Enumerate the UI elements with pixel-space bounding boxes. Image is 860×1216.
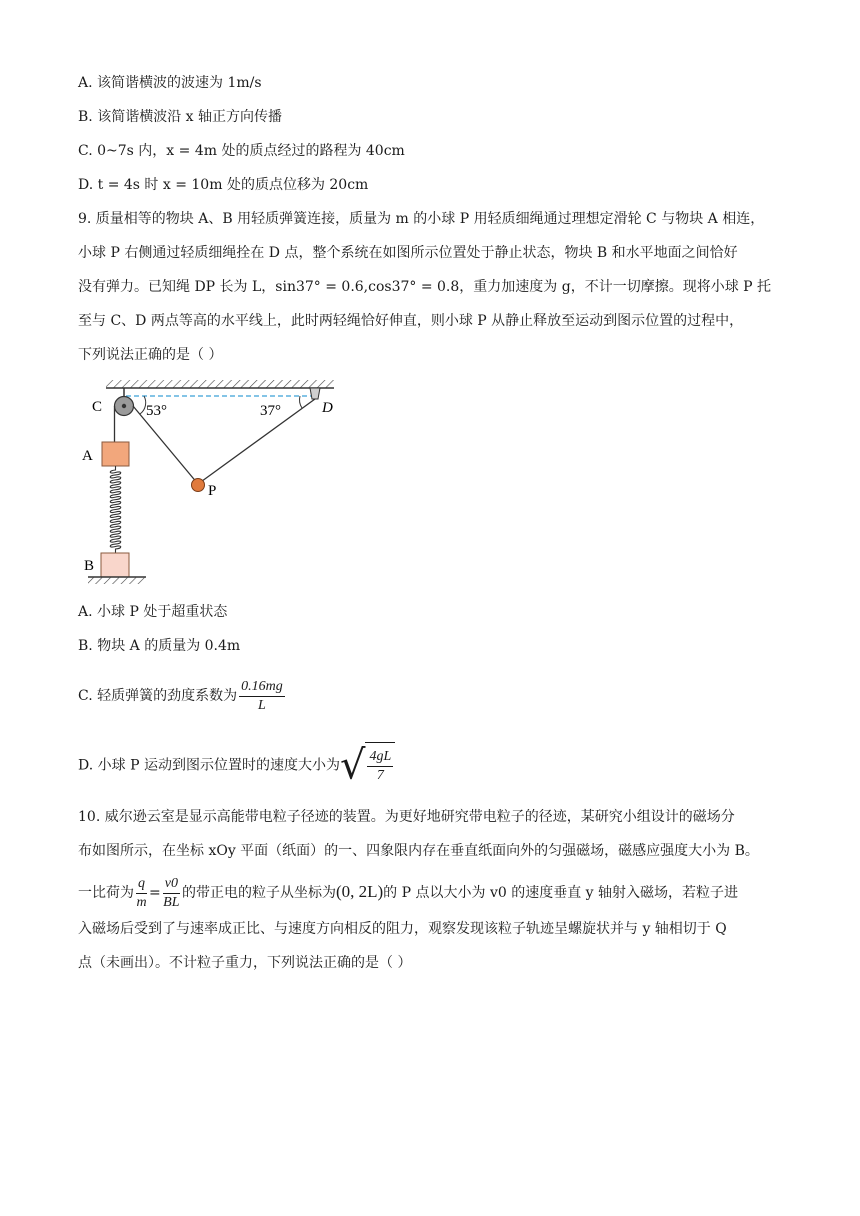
q10-coordinate: (0, 2L) <box>335 882 384 901</box>
q9-option-c <box>78 674 287 718</box>
q10-line4: 入磁场后受到了与速率成正比、与速度方向相反的阻力，观察发现该粒子轨迹呈螺旋状并与 y 轴相切于 Q <box>78 921 727 937</box>
q9-option-a: A. 小球 P 处于超重状态 <box>78 604 228 620</box>
q10-frac2-den: BL <box>163 894 180 910</box>
label-b: B <box>84 558 95 574</box>
label-c: C <box>92 399 103 415</box>
q10-frac2-num: v0 <box>163 875 180 894</box>
q9-option-d-sqrt <box>340 742 395 789</box>
rope-d-to-p <box>198 399 315 484</box>
q10-velocity-fraction <box>163 875 180 912</box>
label-a: A <box>82 448 93 464</box>
q9-stem-line2: 小球 P 右侧通过轻质细绳拴在 D 点，整个系统在如图所示位置处于静止状态，物块 B 和水平地面之间恰好 <box>78 245 738 261</box>
q10-line2: 布如图所示，在坐标 xOy 平面（纸面）的一、四象限内存在垂直纸面向外的匀强磁场，磁感应强度大小为 B。 <box>78 843 759 859</box>
q9-option-d <box>78 742 395 788</box>
q9-option-c-text: C. 轻质弹簧的劲度系数为 <box>78 688 238 704</box>
angle-label-d: 37° <box>260 403 281 419</box>
q9-option-d-denominator: 7 <box>376 767 384 783</box>
anchor-d <box>310 388 320 399</box>
q9-stem-line5: 下列说法正确的是（ ） <box>78 347 223 363</box>
radical-sign: √ <box>339 742 366 789</box>
q10-equals: = <box>149 885 161 901</box>
ceiling-hatch <box>106 380 334 388</box>
q9-option-d-fraction <box>367 748 393 785</box>
q9-option-d-numerator: 4gL <box>367 748 393 767</box>
q10-line3 <box>78 870 738 914</box>
pulley-axle <box>122 404 126 408</box>
q8-option-c: C. 0~7s 内，x = 4m 处的质点经过的路程为 40cm <box>78 143 405 159</box>
angle-arc-d <box>300 396 302 408</box>
q9-figure <box>78 372 348 587</box>
q10-line3-mid: 的带正电的粒子从坐标为 <box>181 885 336 901</box>
q10-charge-mass-fraction <box>136 875 147 912</box>
q10-frac1-num: q <box>136 875 147 894</box>
q8-option-d: D. t = 4s 时 x = 10m 处的质点位移为 20cm <box>78 177 369 193</box>
q10-line5: 点（未画出）。不计粒子重力，下列说法正确的是（ ） <box>78 955 412 971</box>
ball-p <box>192 479 205 492</box>
q9-option-d-text: D. 小球 P 运动到图示位置时的速度大小为 <box>78 757 340 774</box>
q8-option-b: B. 该简谐横波沿 x 轴正方向传播 <box>78 109 282 125</box>
spring <box>110 466 121 553</box>
q9-option-c-denominator: L <box>258 697 266 713</box>
q10-line3-post: 的 P 点以大小为 v0 的速度垂直 y 轴射入磁场，若粒子进 <box>383 885 739 901</box>
label-d: D <box>322 400 333 416</box>
q9-option-b: B. 物块 A 的质量为 0.4m <box>78 638 241 654</box>
label-p: P <box>208 483 217 499</box>
q10-frac1-den: m <box>136 894 147 910</box>
angle-label-c: 53° <box>146 403 167 419</box>
q8-option-a: A. 该简谐横波的波速为 1m/s <box>78 75 262 91</box>
q10-line1: 10. 威尔逊云室是显示高能带电粒子径迹的装置。为更好地研究带电粒子的径迹，某研究小组设计的磁场分 <box>78 809 735 825</box>
q10-line3-pre: 一比荷为 <box>78 885 134 901</box>
q9-stem-line3: 没有弹力。已知绳 DP 长为 L，sin37° = 0.6,cos37° = 0.8，重力加速度为 g，不计一切摩擦。现将小球 P 托 <box>78 279 772 295</box>
q9-option-c-fraction <box>239 678 285 715</box>
angle-arc-c <box>140 396 146 414</box>
block-a <box>102 442 129 466</box>
q9-stem-line1: 9. 质量相等的物块 A、B 用轻质弹簧连接，质量为 m 的小球 P 用轻质细绳通过理想定滑轮 C 与物块 A 相连， <box>78 211 765 227</box>
q9-stem-line4: 至与 C、D 两点等高的水平线上，此时两轻绳恰好伸直，则小球 P 从静止释放至运动到图示位置的过程中， <box>78 313 744 329</box>
q9-option-c-numerator: 0.16mg <box>239 678 285 697</box>
block-b <box>101 553 129 577</box>
ground-hatch <box>88 577 146 584</box>
